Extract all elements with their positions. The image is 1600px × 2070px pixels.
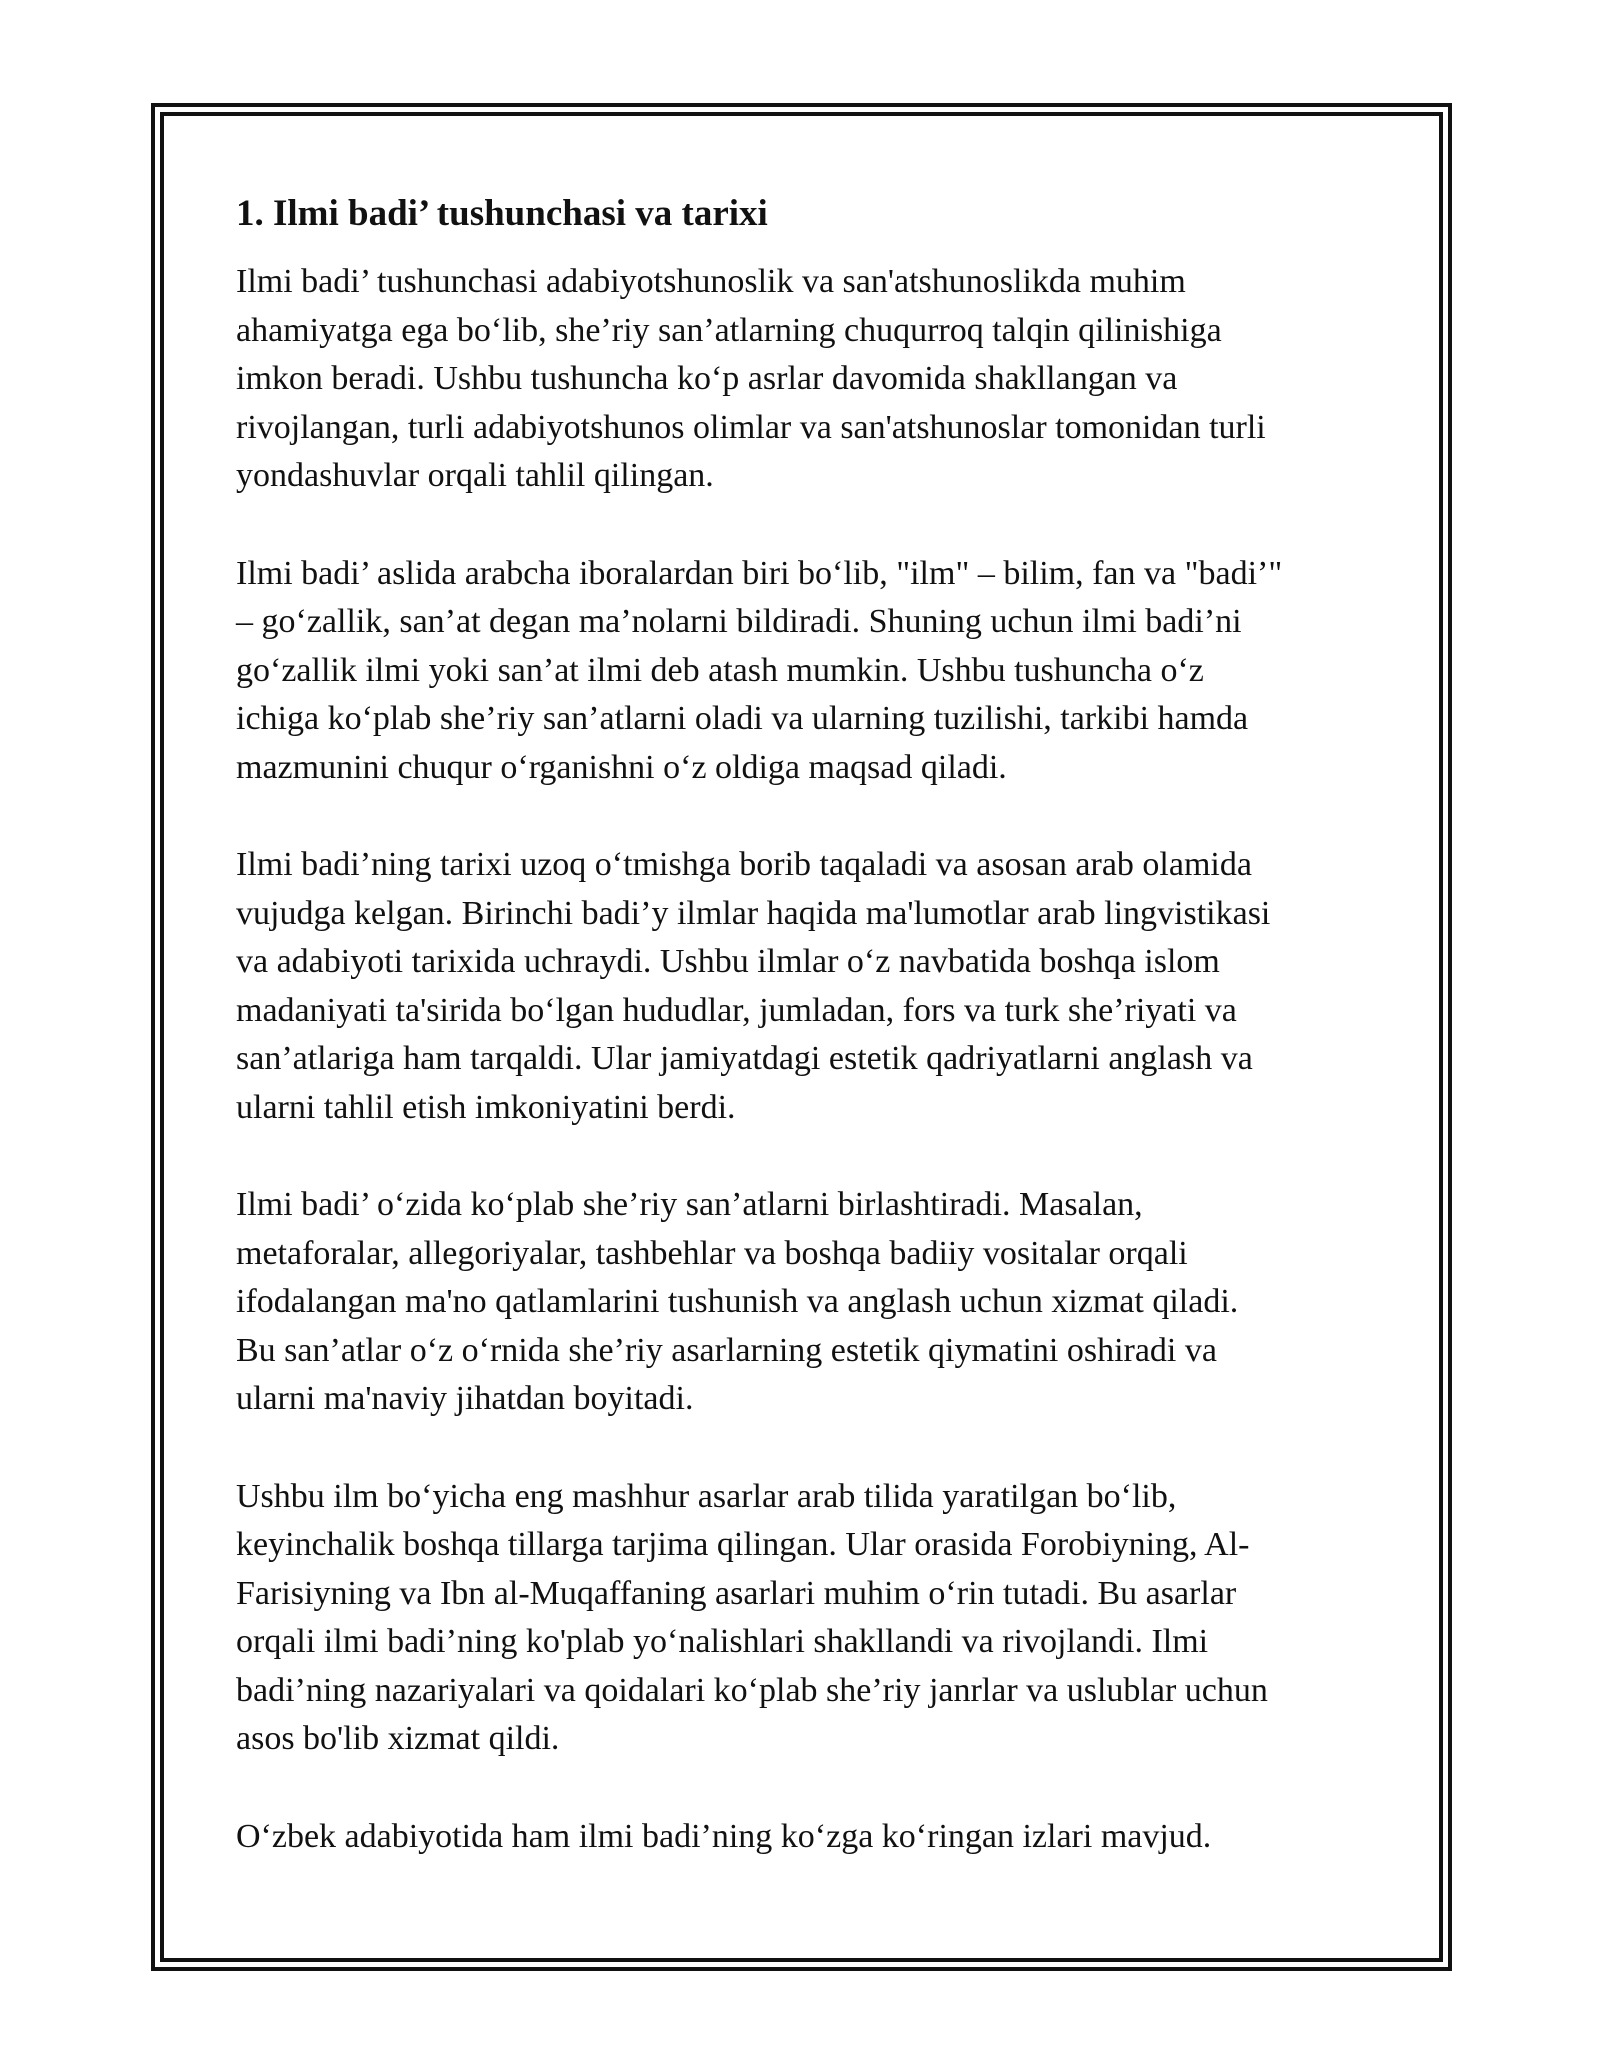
paragraph-line: O‘zbek adabiyotida ham ilmi badi’ning ko‘zga ko‘ringan izlari mavjud. bbox=[236, 1817, 1212, 1855]
paragraph bbox=[236, 1181, 1376, 1424]
paragraph-line: rivojlangan, turli adabiyotshunos olimlar va san'atshunoslar tomonidan turli bbox=[236, 408, 1266, 446]
paragraph-line: ichiga ko‘plab she’riy san’atlarni oladi va ularning tuzilishi, tarkibi hamda bbox=[236, 700, 1249, 737]
paragraph-line: san’atlariga ham tarqaldi. Ular jamiyatdagi estetik qadriyatlarni anglash va bbox=[236, 1040, 1253, 1077]
paragraph-line: metaforalar, allegoriyalar, tashbehlar va boshqa badiiy vositalar orqali bbox=[236, 1234, 1188, 1272]
paragraph-line: orqali ilmi badi’ning ko'plab yo‘nalishlari shakllandi va rivojlandi. Ilmi bbox=[236, 1623, 1209, 1660]
paragraph-line: imkon beradi. Ushbu tushuncha ko‘p asrlar davomida shakllangan va bbox=[236, 360, 1178, 397]
document-body bbox=[236, 190, 1376, 1910]
paragraph-line: badi’ning nazariyalari va qoidalari ko‘plab she’riy janrlar va uslublar uchun bbox=[236, 1671, 1268, 1709]
paragraph bbox=[236, 1813, 1376, 1862]
paragraph-line: va adabiyoti tarixida uchraydi. Ushbu ilmlar o‘z navbatida boshqa islom bbox=[236, 943, 1220, 980]
paragraph-line: ahamiyatga ega bo‘lib, she’riy san’atlarning chuqurroq talqin qilinishiga bbox=[236, 311, 1222, 349]
paragraph-line: Farisiyning va Ibn al-Muqaffaning asarlari muhim o‘rin tutadi. Bu asarlar bbox=[236, 1574, 1237, 1612]
paragraph-line: asos bo'lib xizmat qildi. bbox=[236, 1720, 560, 1757]
paragraph-list bbox=[236, 258, 1376, 1861]
paragraph-line: Ushbu ilm bo‘yicha eng mashhur asarlar arab tilida yaratilgan bo‘lib, bbox=[236, 1477, 1177, 1515]
paragraph-line: ifodalangan ma'no qatlamlarini tushunish va anglash uchun xizmat qiladi. bbox=[236, 1283, 1239, 1320]
paragraph bbox=[236, 1473, 1376, 1764]
paragraph-line: vujudga kelgan. Birinchi badi’y ilmlar haqida ma'lumotlar arab lingvistikasi bbox=[236, 894, 1271, 932]
paragraph-line: Ilmi badi’ aslida arabcha iboralardan biri bo‘lib, "ilm" – bilim, fan va "badi’" bbox=[236, 554, 1283, 592]
paragraph-line: ularni tahlil etish imkoniyatini berdi. bbox=[236, 1088, 736, 1126]
paragraph-line: keyinchalik boshqa tillarga tarjima qilingan. Ular orasida Forobiyning, Al- bbox=[236, 1526, 1250, 1563]
paragraph-line: Ilmi badi’ o‘zida ko‘plab she’riy san’atlarni birlashtiradi. Masalan, bbox=[236, 1186, 1143, 1223]
paragraph-line: go‘zallik ilmi yoki san’at ilmi deb atash mumkin. Ushbu tushuncha o‘z bbox=[236, 651, 1204, 689]
section-title: 1. Ilmi badi’ tushunchasi va tarixi bbox=[236, 193, 768, 234]
paragraph-line: madaniyati ta'sirida bo‘lgan hududlar, jumladan, fors va turk she’riyati va bbox=[236, 991, 1237, 1029]
paragraph-line: mazmunini chuqur o‘rganishni o‘z oldiga maqsad qiladi. bbox=[236, 748, 1007, 786]
paragraph-line: – go‘zallik, san’at degan ma’nolarni bildiradi. Shuning uchun ilmi badi’ni bbox=[236, 603, 1242, 640]
paragraph-line: Bu san’atlar o‘z o‘rnida she’riy asarlarning estetik qiymatini oshiradi va bbox=[236, 1331, 1217, 1369]
paragraph-line: yondashuvlar orqali tahlil qilingan. bbox=[236, 457, 714, 494]
paragraph bbox=[236, 258, 1376, 501]
paragraph-line: ularni ma'naviy jihatdan boyitadi. bbox=[236, 1380, 694, 1417]
paragraph-line: Ilmi badi’ tushunchasi adabiyotshunoslik va san'atshunoslikda muhim bbox=[236, 263, 1186, 300]
paragraph bbox=[236, 550, 1376, 793]
paragraph bbox=[236, 841, 1376, 1132]
paragraph-line: Ilmi badi’ning tarixi uzoq o‘tmishga borib taqaladi va asosan arab olamida bbox=[236, 846, 1252, 883]
